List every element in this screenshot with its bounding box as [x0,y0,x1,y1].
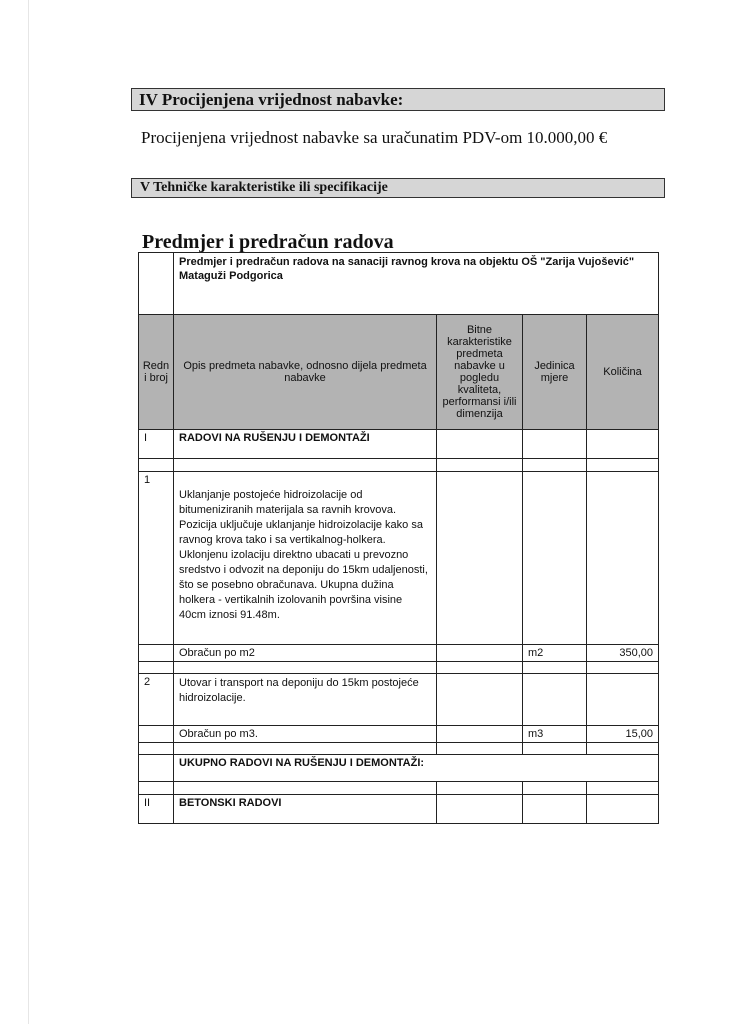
caption-empty-cell [139,253,174,315]
estimated-value-text: Procijenjena vrijednost nabavke sa uračunatim PDV-om 10.000,00 € [141,128,608,147]
group-title: BETONSKI RADOVI [174,795,437,824]
item-unit: m3 [523,726,587,743]
group-number: II [139,795,174,824]
item-unit: m2 [523,645,587,662]
header-characteristics: Bitne karakteristike predmeta nabavke u pogledu kvaliteta, performansi i/ili dimenzija [437,315,523,430]
item-number: 2 [139,674,174,726]
group-title: RADOVI NA RUŠENJU I DEMONTAŽI [174,430,437,459]
table-caption-row [139,253,659,315]
table-caption: Predmjer i predračun radova na sanaciji ravnog krova na objektu OŠ "Zarija Vujošević" Mataguži Podgorica [174,253,659,315]
spacer-row [139,743,659,755]
group-number: I [139,430,174,459]
spacer-row [139,459,659,472]
calc-basis: Obračun po m3. [174,726,437,743]
calc-basis: Obračun po m2 [174,645,437,662]
spacer-row [139,782,659,795]
item-description: Uklanjanje postojeće hidroizolacije od bitumeniziranih materijala sa ravnih krovova. Pozicija uključuje uklanjanje hidroizolacije kako sa ravnog krova tako i sa vertikalnog-holkera. Uklonjenu izolaciju direktno ubacati u prevozno sredstvo i odvozit na deponiju do 15km udaljenosti, što se posebno obračunava. Ukupna dužina holkera - vertikalnih izolovanih površina visine 40cm iznosi 91.48m. [174,472,437,645]
total-row-demolition [139,755,659,782]
table-heading: Predmjer i predračun radova [142,231,394,253]
item-quantity: 350,00 [587,645,659,662]
calc-row-2 [139,726,659,743]
item-row-2 [139,674,659,726]
group-total: UKUPNO RADOVI NA RUŠENJU I DEMONTAŽI: [174,755,659,782]
header-number: Redn i broj [139,315,174,430]
section-v-header: V Tehničke karakteristike ili specifikacije [131,178,665,198]
table-header-row [139,315,659,430]
group-row-demolition [139,430,659,459]
header-unit: Jedinica mjere [523,315,587,430]
item-quantity: 15,00 [587,726,659,743]
bill-of-quantities-table [138,252,659,824]
section-iv-header: IV Procijenjena vrijednost nabavke: [131,88,665,111]
spacer-row [139,662,659,674]
item-row-1 [139,472,659,645]
item-number: 1 [139,472,174,645]
calc-row-1 [139,645,659,662]
header-description: Opis predmeta nabavke, odnosno dijela predmeta nabavke [174,315,437,430]
group-row-concrete [139,795,659,824]
header-quantity: Količina [587,315,659,430]
item-description: Utovar i transport na deponiju do 15km postojeće hidroizolacije. [174,674,437,726]
page-edge [28,0,29,1024]
